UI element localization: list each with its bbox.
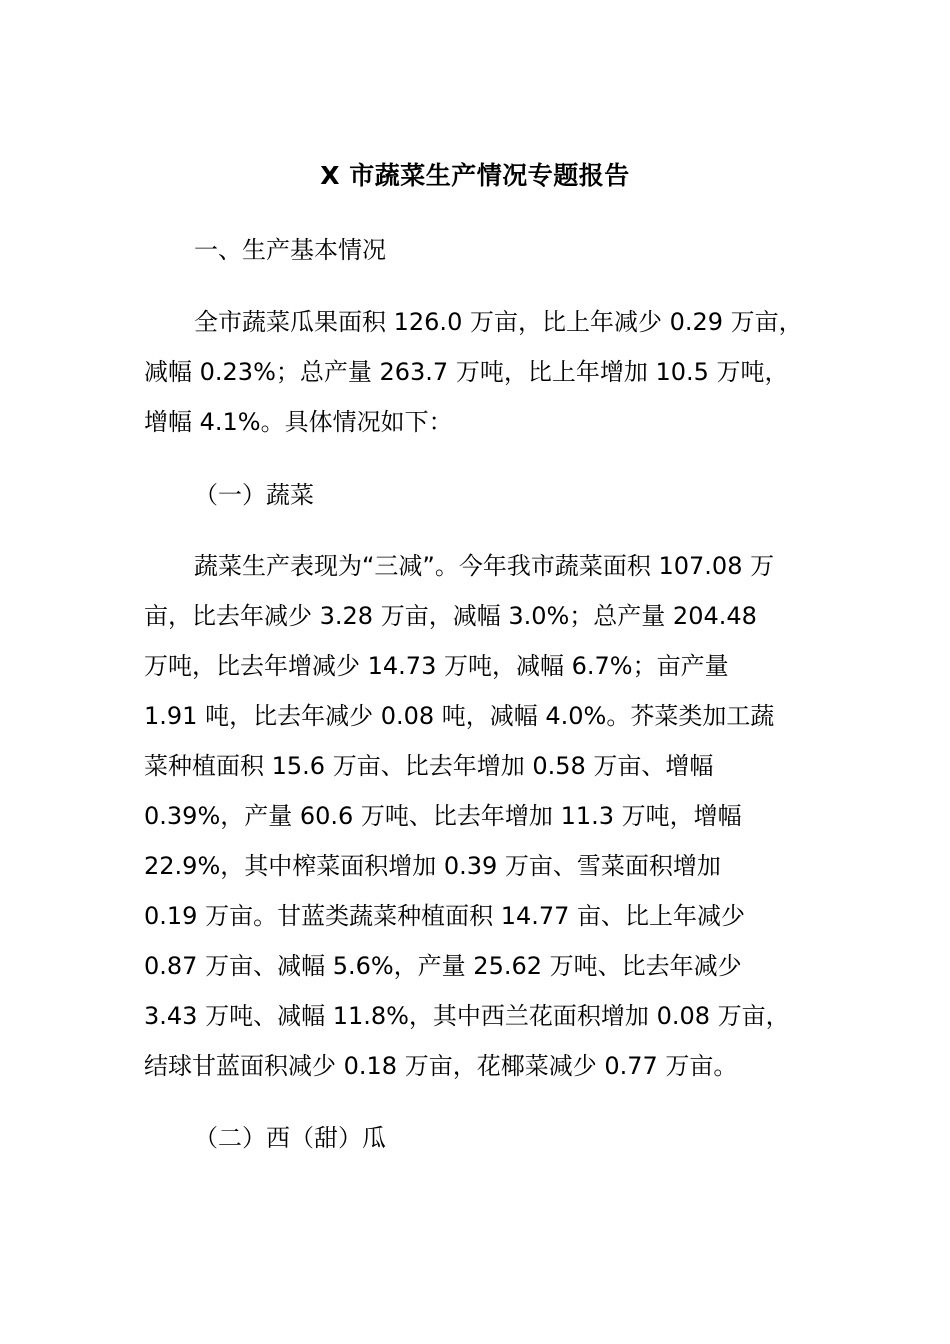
paragraph-line: 万吨，比去年增减少 14.73 万吨，减幅 6.7%；亩产量	[144, 652, 729, 680]
paragraph-line: 增幅 4.1%。具体情况如下：	[144, 408, 453, 436]
paragraph-line: 0.87 万亩、减幅 5.6%，产量 25.62 万吨、比去年减少	[144, 952, 742, 980]
paragraph-line: 0.19 万亩。甘蓝类蔬菜种植面积 14.77 亩、比上年减少	[144, 902, 746, 930]
paragraph-line: 结球甘蓝面积减少 0.18 万亩，花椰菜减少 0.77 万亩。	[144, 1052, 738, 1080]
subsection-heading-vegetables: （一）蔬菜	[194, 481, 314, 509]
paragraph-line: 全市蔬菜瓜果面积 126.0 万亩，比上年减少 0.29 万亩，	[194, 308, 803, 336]
paragraph-line: 菜种植面积 15.6 万亩、比去年增加 0.58 万亩、增幅	[144, 752, 714, 780]
section-heading-production-overview: 一、生产基本情况	[194, 236, 386, 264]
paragraph-line: 1.91 吨，比去年减少 0.08 吨，减幅 4.0%。芥菜类加工蔬	[144, 702, 775, 730]
intro-paragraph	[144, 297, 844, 447]
paragraph-line: 亩，比去年减少 3.28 万亩，减幅 3.0%；总产量 204.48	[144, 602, 757, 630]
paragraph-line: 减幅 0.23%；总产量 263.7 万吨，比上年增加 10.5 万吨，	[144, 358, 789, 386]
paragraph-line: 蔬菜生产表现为“三减”。今年我市蔬菜面积 107.08 万	[194, 552, 775, 580]
subsection-heading-melons: （二）西（甜）瓜	[194, 1124, 386, 1152]
document-title: X 市蔬菜生产情况专题报告	[320, 161, 630, 190]
paragraph-line: 22.9%，其中榨菜面积增加 0.39 万亩、雪菜面积增加	[144, 852, 721, 880]
paragraph-line: 0.39%，产量 60.6 万吨、比去年增加 11.3 万吨，增幅	[144, 802, 742, 830]
paragraph-line: 3.43 万吨、减幅 11.8%，其中西兰花面积增加 0.08 万亩，	[144, 1002, 790, 1030]
vegetables-paragraph	[144, 541, 844, 1091]
